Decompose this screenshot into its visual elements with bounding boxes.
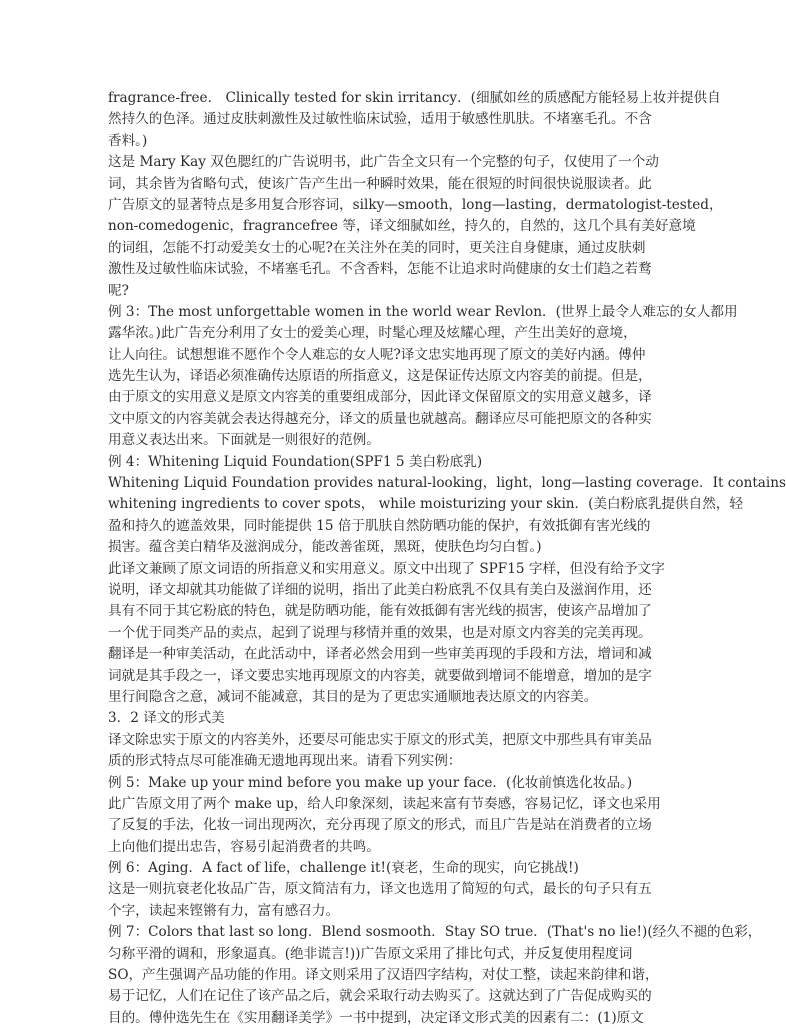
text-line: 此广告原文用了两个 make up，给人印象深刻，读起来富有节奏感，容易记忆，译文也采用 [108,795,661,812]
text-line: 香料。) [108,132,148,149]
text-line: 盈和持久的遮盖效果，同时能提供 15 倍于肌肤自然防晒功能的保护，有效抵御有害光线的 [108,517,651,534]
text-line: 例 3：The most unforgettable women in the world wear Revlon．(世界上最令人难忘的女人都用 [108,303,738,320]
text-line: 选先生认为，译语必须准确传达原语的所指意义，这是保证传达原文内容美的前提。但是， [108,368,652,385]
text-line: non-comedogenic，fragrancefree 等，译文细腻如丝，持久的，自然的，这几个具有美好意境 [108,218,696,235]
text-line: 这是 Mary Kay 双色腮红的广告说明书，此广告全文只有一个完整的句子，仅使用了一个动 [108,154,659,171]
text-line: 质的形式特点尽可能准确无遗地再现出来。请看下列实例： [108,753,462,770]
text-line: 例 7：Colors that last so long．Blend sosmooth．Stay SO true．(That's no lie!)(经久不褪的色彩， [108,924,762,941]
text-line: fragrance-free． Clinically tested for skin irritancy．(细腻如丝的质感配方能轻易上妆并提供自 [108,90,721,106]
text-line: 激性及过敏性临床试验，不堵塞毛孔。不含香料，怎能不让追求时尚健康的女士们趋之若鹜 [108,261,652,278]
text-line: Whitening Liquid Foundation provides natural-looking，light，long—lasting coverage．It contains [108,475,786,492]
text-line: 个字，读起来铿锵有力，富有感召力。 [108,902,340,919]
text-line: 例 5：Make up your mind before you make up your face．(化妆前慎选化妆品。) [108,774,633,791]
text-line: 呢? [108,282,129,299]
text-line: 例 4：Whitening Liquid Foundation(SPF1 5 美白粉底乳) [108,453,483,470]
text-line: 具有不同于其它粉底的特色，就是防晒功能，能有效抵御有害光线的损害，使该产品增加了 [108,603,652,620]
text-line: 此译文兼顾了原文词语的所指意义和实用意义。原文中出现了 SPF15 字样，但没有给予文字 [108,560,665,577]
text-line: 的词组，怎能不打动爱美女士的心呢?在关注外在美的同时，更关注自身健康，通过皮肤刺 [108,239,646,256]
text-line: 一个优于同类产品的卖点，起到了说理与移情并重的效果，也是对原文内容美的完美再现。 [108,624,652,641]
text-line: 译文除忠实于原文的内容美外，还要尽可能忠实于原文的形式美，把原文中那些具有审美品 [108,731,652,748]
text-line: 词就是其手段之一，译文要忠实地再现原文的内容美，就要做到增词不能增意，增加的是字 [108,667,652,684]
text-line: 损害。蕴含美白精华及滋润成分，能改善雀斑，黑斑，使肤色均匀白皙。) [108,539,542,556]
text-line: 词，其余皆为省略句式，使该广告产生出一种瞬时效果，能在很短的时间很快说服读者。此 [108,175,652,192]
text-line: 然持久的色泽。通过皮肤刺激性及过敏性临床试验，适用于敏感性肌肤。不堵塞毛孔。不含 [108,111,652,128]
text-line: 露华浓。)此广告充分利用了女士的爱美心理，时髦心理及炫耀心理，产生出美好的意境， [108,325,637,342]
text-line: 用意义表达出来。下面就是一则很好的范例。 [108,432,380,449]
text-line: 说明，译文却就其功能做了详细的说明，指出了此美白粉底乳不仅具有美白及滋润作用，还 [108,581,652,598]
text-line: 目的。傅仲选先生在《实用翻译美学》一书中提到，决定译文形式美的因素有二：(1)原文 [108,1009,644,1026]
text-line: 文中原文的内容美就会表达得越充分，译文的质量也就越高。翻译应尽可能把原文的各种实 [108,410,652,427]
text-line: 由于原文的实用意义是原文内容美的重要组成部分，因此译文保留原文的实用意义越多，译 [108,389,652,406]
text-line: whitening ingredients to cover spots， while moisturizing your skin．(美白粉底乳提供自然，轻 [108,496,743,513]
document-page [108,88,786,1029]
text-line: 匀称平滑的调和，形象逼真。(绝非谎言!))广告原文采用了排比句式，并反复使用程度词 [108,945,633,962]
text-line: 了反复的手法，化妆一词出现两次，充分再现了原文的形式，而且广告是站在消费者的立场 [108,817,652,834]
text-line: 易于记忆，人们在记住了该产品之后，就会采取行动去购买了。这就达到了广告促成购买的 [108,988,652,1005]
text-line: 3．2 译文的形式美 [108,710,225,727]
text-line: 广告原文的显著特点是多用复合形容词，silky—smooth，long—lasting，dermatologist-tested， [108,196,723,213]
text-line: 上向他们提出忠告，容易引起消费者的共鸣。 [108,838,380,855]
text-line: SO，产生强调产品功能的作用。译文则采用了汉语四字结构，对仗工整，读起来韵律和谐， [108,967,659,984]
text-line: 翻译是一种审美活动，在此活动中，译者必然会用到一些审美再现的手段和方法，增词和减 [108,646,652,663]
text-line: 让人向往。试想想谁不愿作个令人难忘的女人呢?译文忠实地再现了原文的美好内涵。傅仲 [108,346,646,363]
text-line: 这是一则抗衰老化妆品广告，原文简洁有力，译文也选用了简短的句式，最长的句子只有五 [108,881,652,898]
text-line: 里行间隐含之意，减词不能减意，其目的是为了更忠实通顺地表达原文的内容美。 [108,688,598,705]
text-line: 例 6：Aging．A fact of life，challenge it!(衰老，生命的现实，向它挑战!) [108,860,579,877]
